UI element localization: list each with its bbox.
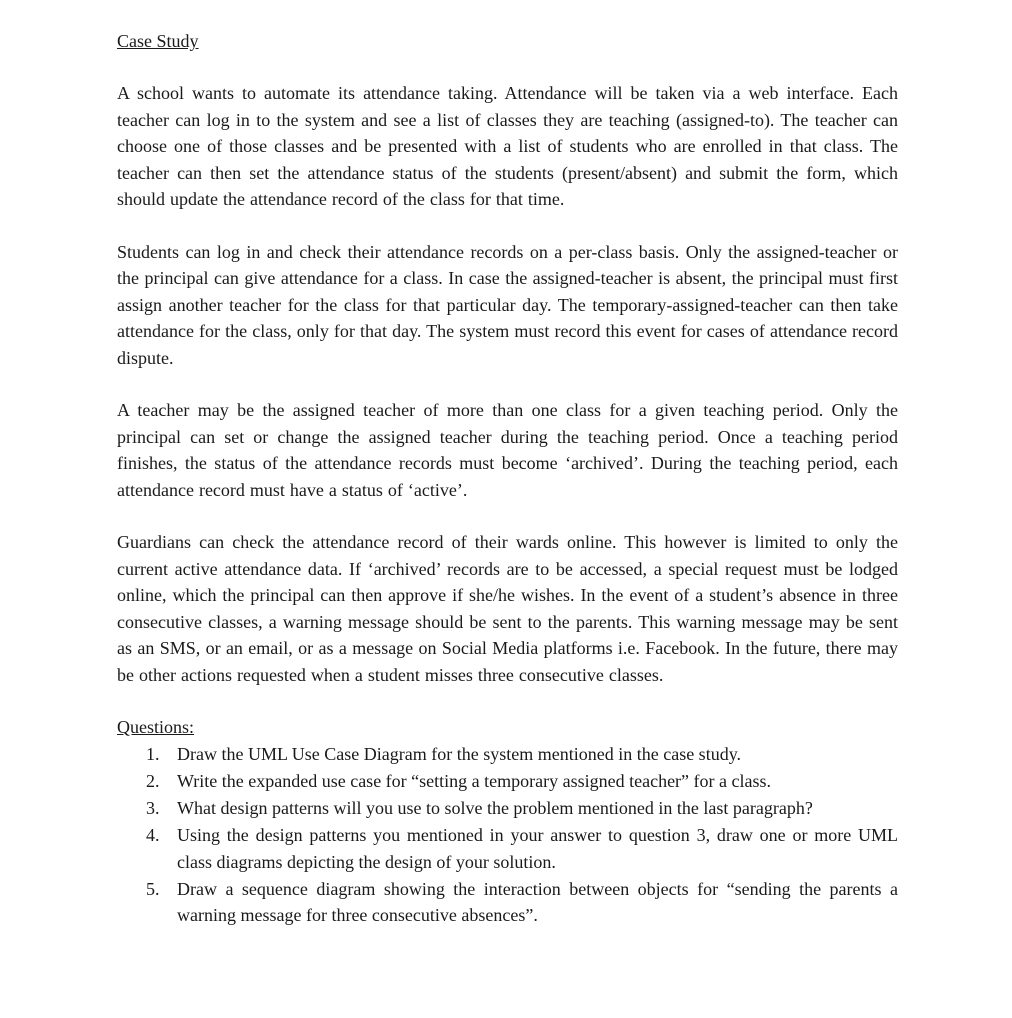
question-text: What design patterns will you use to solve the problem mentioned in the last paragraph?	[177, 798, 813, 818]
question-number: 1.	[146, 744, 160, 764]
question-number: 2.	[146, 771, 160, 791]
questions-heading: Questions:	[117, 717, 195, 737]
question-item	[117, 795, 898, 822]
question-text: Write the expanded use case for “setting a temporary assigned teacher” for a class.	[177, 771, 772, 791]
paragraph-2: Students can log in and check their attendance records on a per-class basis. Only the assigned-teacher or the principal can give attendance for a class. In case the assigned-teacher is absent, the principal must first assign another teacher for the class for that particular day. The temporary-assigned-teacher can then take attendance for the class, only for that day. The system must record this event for cases of attendance record dispute.	[117, 241, 898, 368]
questions-list	[117, 741, 898, 929]
paragraph-4: Guardians can check the attendance record of their wards online. This however is limited to only the current active attendance data. If ‘archived’ records are to be accessed, a special request must be lodged online, which the principal can then approve if she/he wishes. In the event of a student’s absence in three consecutive classes, a warning message should be sent to the parents. This warning message may be sent as an SMS, or an email, or as a message on Social Media platforms i.e. Facebook. In the future, there may be other actions requested when a student misses three consecutive classes.	[117, 532, 898, 685]
question-item	[117, 876, 898, 929]
question-number: 3.	[146, 798, 160, 818]
document-page	[117, 28, 898, 929]
question-text: Draw the UML Use Case Diagram for the system mentioned in the case study.	[177, 744, 742, 764]
paragraph-1: A school wants to automate its attendance taking. Attendance will be taken via a web interface. Each teacher can log in to the system and see a list of classes they are teaching (assigned-to). The teacher can choose one of those classes and be presented with a list of students who are enrolled in that class. The teacher can then set the attendance status of the students (present/absent) and submit the form, which should update the attendance record of the class for that time.	[117, 83, 898, 209]
paragraph-3: A teacher may be the assigned teacher of more than one class for a given teaching period. Only the principal can set or change the assigned teacher during the teaching period. Once a teaching period finishes, the status of the attendance records must become ‘archived’. During the teaching period, each attendance record must have a status of ‘active’.	[117, 400, 898, 500]
question-number: 4.	[146, 825, 160, 845]
question-number: 5.	[146, 878, 160, 899]
case-study-heading: Case Study	[117, 31, 199, 51]
question-item	[117, 768, 898, 795]
question-item	[117, 822, 898, 875]
question-item	[117, 741, 898, 768]
question-text: Using the design patterns you mentioned in your answer to question 3, draw one or more UML class diagrams depicting the design of your solution.	[177, 825, 898, 872]
question-text: Draw a sequence diagram showing the interaction between objects for “sending the parents a warning message for three consecutive absences”.	[177, 878, 898, 925]
